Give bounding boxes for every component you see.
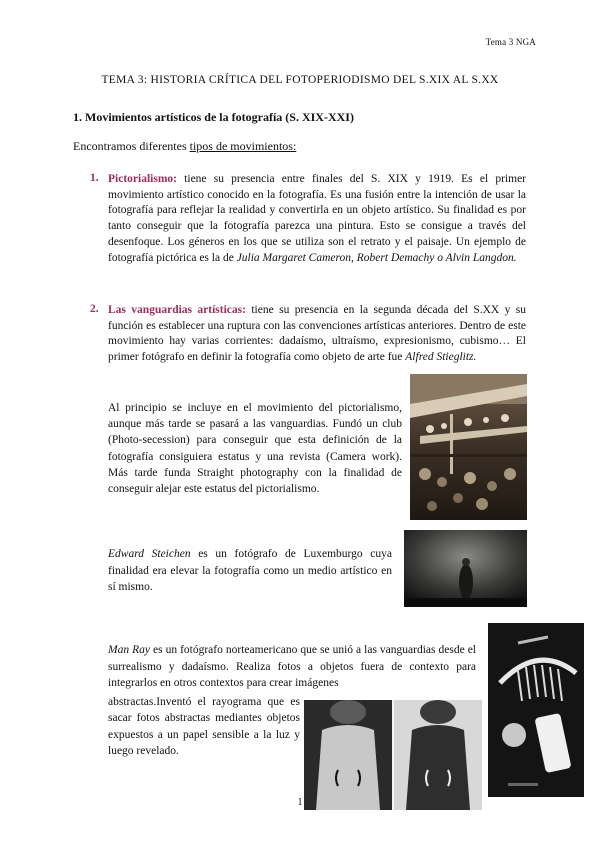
intro-link: tipos de movimientos: [189, 139, 297, 153]
item1-number [90, 172, 99, 184]
violon-photo [304, 700, 482, 810]
steichen-paragraph [108, 546, 392, 596]
steichen-photo [404, 530, 527, 607]
steichen-image [404, 530, 527, 607]
violon-image [304, 700, 482, 810]
page-title: TEMA 3: HISTORIA CRÍTICA DEL FOTOPERIODISMO DEL S.XIX AL S.XX [101, 74, 499, 86]
steichen-text: es un fotógrafo de Luxemburgo cuya finalidad era elevar la fotografía como un medio artístico en sí mismo. [108, 548, 392, 593]
intro-line [73, 139, 296, 154]
item2-number [90, 303, 99, 315]
item1-paragraph [108, 172, 526, 266]
steichen-name: Edward Steichen [108, 548, 191, 560]
page-number: 1 [297, 797, 303, 808]
item1-names: Julia Margaret Cameron, Robert Demachy o Alvin Langdon. [236, 251, 517, 264]
item2-number-text: 2. [90, 303, 99, 315]
steerage-photo [410, 374, 527, 520]
manray-name: Man Ray [108, 644, 150, 656]
steerage-image [410, 374, 527, 520]
section-heading: 1. Movimientos artísticos de la fotografía (S. XIX-XXI) [73, 110, 354, 124]
manray-paragraph-cont: abstractas.Inventó el rayograma que es sacar fotos abstractas mediantes objetos expuestos a un papel sensible a la luz y luego revelado. [108, 696, 300, 758]
header-tag: Tema 3 NGA [485, 37, 536, 47]
item2-text: tiene su presencia en la segunda década del S.XX y su función es establecer una ruptura con las convenciones artísticas anteriores. Dentro de este movimiento hay varias corrientes: dadaísmo, ultraísmo, expresionismo, cubismo… El primer fotógrafo en definir la fotografía como objeto de arte fue [108, 304, 526, 364]
manray-paragraph [108, 642, 476, 692]
item1-text: tiene su presencia entre finales del S. XIX y 1919. Es el primer movimiento artístico conocido en la fotografía. Es una fusión entre la intención de usar la fotografía para reflejar la realidad y convertirla en un objeto artístico. Su finalidad es por tanto conseguir que la fotografía parezca una pintura. Esto se consigue a través del desenfoque. Los géneros en los que se utiliza son el retrato y el paisaje. Un ejemplo de fotografía pictórica es la de [108, 173, 526, 264]
manray-text1: es un fotógrafo norteamericano que se unió a las vanguardias desde el surrealismo y dadaísmo. Realiza fotos a objetos fuera de contexto para integrarlos en otros contextos para crear imágenes [108, 644, 476, 690]
intro-prefix: Encontramos diferentes [73, 139, 190, 153]
item2-term: Las vanguardias artísticas: [108, 304, 246, 316]
item1-term: Pictorialismo: [108, 173, 177, 185]
item2-name: Alfred Stieglitz. [405, 351, 477, 364]
rayograph-image [488, 623, 584, 797]
stieglitz-paragraph: Al principio se incluye en el movimiento del pictorialismo, aunque más tarde se pasará a las vanguardias. Fundó un club (Photo-secession) para conseguir que esta definición de la fotografía consiguiera estatus y una revista (Camera work). Más tarde funda Straight photography con la finalidad de conseguir alejar este estatus del pictorialismo. [108, 402, 402, 496]
item2-paragraph [108, 303, 526, 366]
rayograph-photo [488, 623, 584, 797]
item1-number-text: 1. [90, 172, 99, 184]
